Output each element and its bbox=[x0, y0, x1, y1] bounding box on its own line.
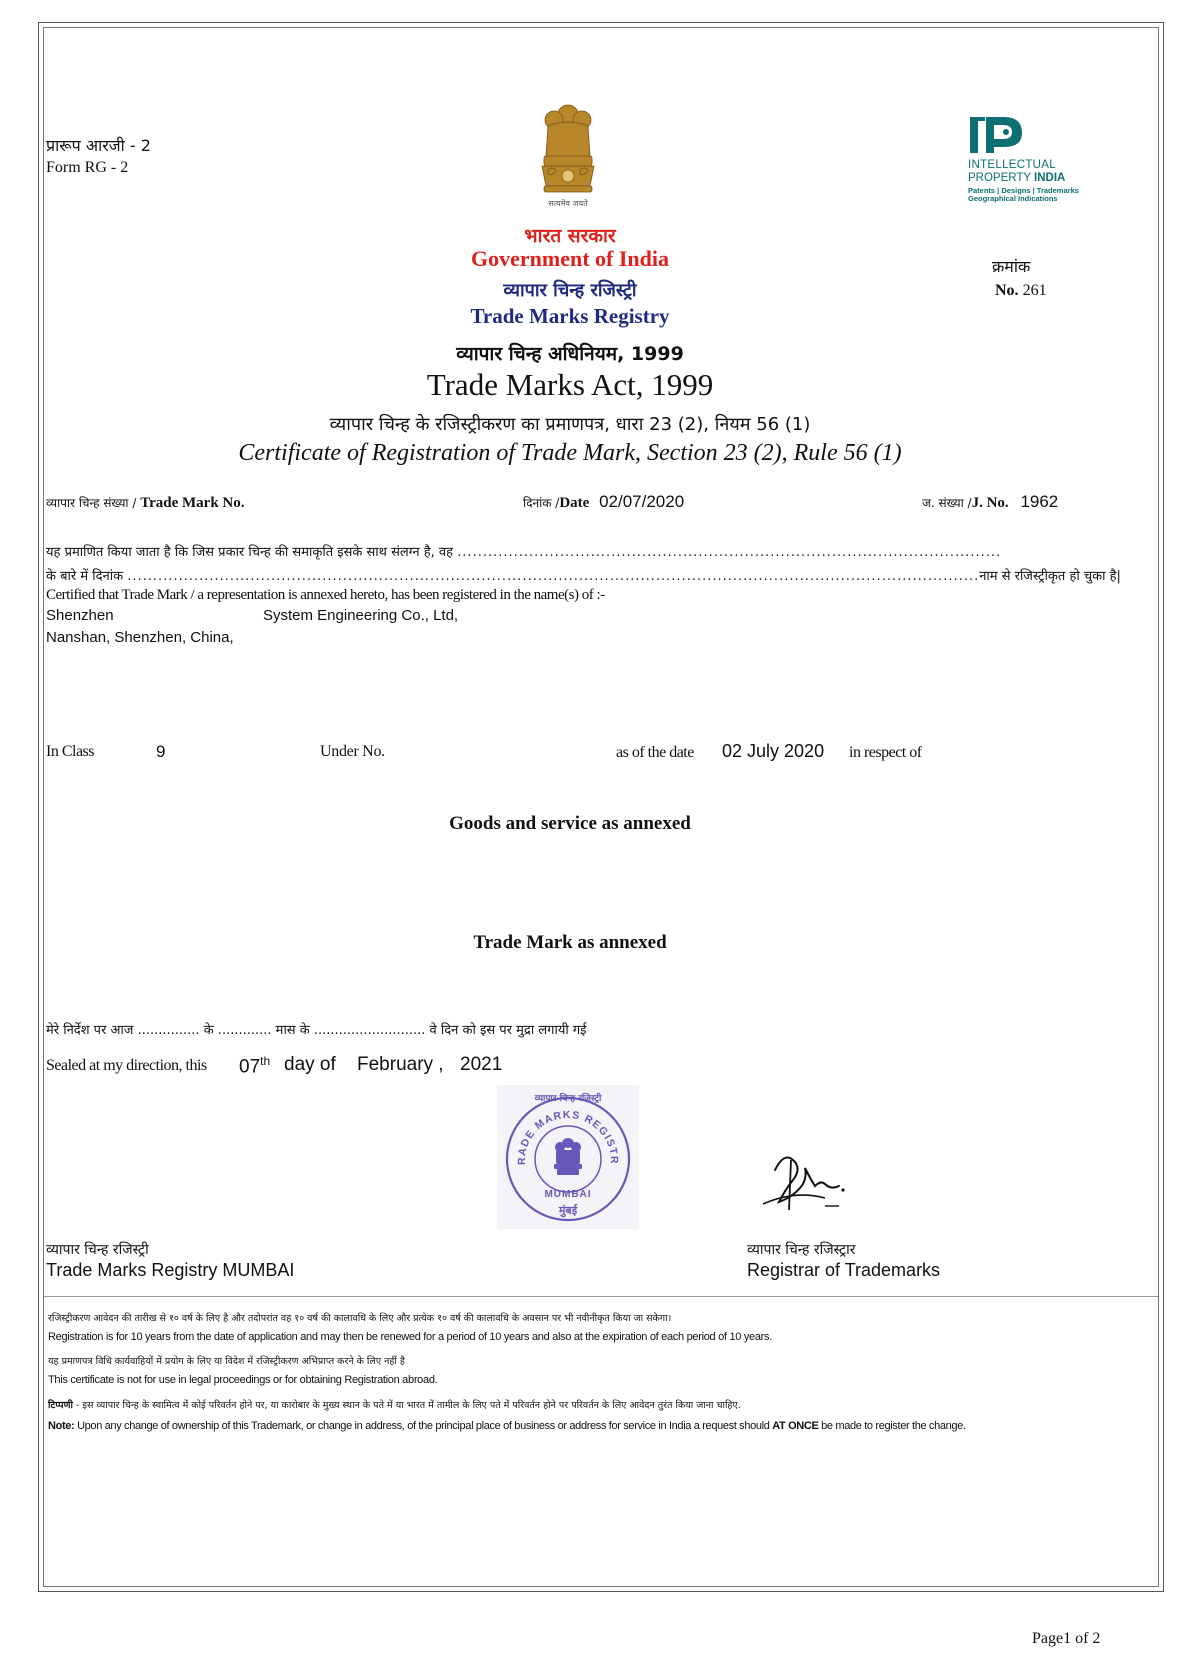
note-legal-use: This certificate is not for use in legal proceedings or for obtaining Registration abroad. bbox=[48, 1374, 438, 1386]
govt-title-hindi: भारत सरकार bbox=[524, 225, 616, 247]
goods-and-services: Goods and service as annexed bbox=[449, 813, 691, 834]
act-title-hindi: व्यापार चिन्ह अधिनियम, 1999 bbox=[456, 343, 684, 365]
notes-divider bbox=[44, 1296, 1158, 1297]
seal-city: MUMBAI bbox=[544, 1189, 592, 1200]
certificate-title-hindi: व्यापार चिन्ह के रजिस्ट्रीकरण का प्रमाणपत्र, धारा 23 (2), नियम 56 (1) bbox=[329, 414, 811, 435]
owner-name-part2: System Engineering Co., Ltd, bbox=[263, 607, 459, 624]
journal-number-label-hindi: ज. संख्या / bbox=[922, 496, 972, 510]
sealed-day-value: 07 bbox=[239, 1056, 261, 1078]
ashoka-lion-capital-icon bbox=[528, 100, 608, 200]
note-change bbox=[48, 1420, 966, 1432]
under-number-label: Under No. bbox=[320, 743, 385, 760]
official-seal bbox=[497, 1085, 639, 1229]
trade-mark-number-label-hindi: व्यापार चिन्ह संख्या / bbox=[46, 496, 141, 510]
date-label: Date bbox=[559, 495, 590, 511]
registered-line-hindi bbox=[46, 566, 1121, 584]
in-respect-of-label: in respect of bbox=[849, 744, 922, 761]
trade-mark-annexed: Trade Mark as annexed bbox=[473, 932, 667, 953]
trade-mark-number-label: Trade Mark No. bbox=[140, 495, 245, 511]
serial-label-hindi: क्रमांक bbox=[992, 257, 1031, 276]
class-value: 9 bbox=[156, 742, 166, 761]
note-renewal: Registration is for 10 years from the date of application and may then be renewed for a period of 10 years and also at the expiration of each period of 10 years. bbox=[48, 1331, 772, 1343]
journal-number-label: J. No. bbox=[971, 495, 1009, 511]
ip-logo-india: INDIA bbox=[1034, 172, 1066, 184]
note-change-hindi bbox=[48, 1398, 741, 1411]
act-title: Trade Marks Act, 1999 bbox=[426, 367, 714, 402]
serial-number bbox=[995, 282, 1047, 300]
seal-city-hindi: मुंबई bbox=[558, 1204, 578, 1217]
registered-text-hindi-a: के बारे में दिनांक bbox=[46, 569, 124, 584]
ip-logo-line3: Patents | Designs | Trademarks bbox=[968, 186, 1079, 195]
serial-value: 261 bbox=[1022, 282, 1047, 299]
note-change-hindi-text: - इस व्यापार चिन्ह के स्वामित्व में कोई परिवर्तन होने पर, या कारोबार के मुख्य स्थान के पते में या भारत में तामील के लिए पते में परिवर्तन होने पर परिवर्तन के लिए आवेदन तुरंत किया जाना चाहिए. bbox=[72, 1400, 741, 1411]
trade-mark-number-field bbox=[46, 494, 245, 512]
certify-text-hindi: यह प्रमाणित किया जाता है कि जिस प्रकार चिन्ह की समाकृति इसके साथ संलग्न है, वह bbox=[46, 545, 454, 560]
page-number: Page1 of 2 bbox=[1032, 1630, 1101, 1647]
note-change-label: Note: bbox=[48, 1420, 75, 1432]
form-number-hindi: प्रारूप आरजी - 2 bbox=[46, 136, 151, 155]
as-of-date-value: 02 July 2020 bbox=[722, 741, 825, 761]
sealed-year: 2021 bbox=[460, 1054, 503, 1075]
certificate-title: Certificate of Registration of Trade Mark, Section 23 (2), Rule 56 (1) bbox=[238, 440, 902, 466]
date-value: 02/07/2020 bbox=[599, 492, 685, 511]
national-emblem bbox=[528, 100, 608, 212]
ip-logo-line1: INTELLECTUAL bbox=[968, 159, 1056, 171]
certified-statement: Certified that Trade Mark / a representation is annexed hereto, has been registered in the name(s) of :- bbox=[46, 587, 605, 603]
note-change-hindi-label: टिप्पणी bbox=[48, 1400, 73, 1411]
signature-icon bbox=[755, 1140, 855, 1220]
registry-title-hindi: व्यापार चिन्ह रजिस्ट्री bbox=[503, 280, 637, 301]
registrar-title: Registrar of Trademarks bbox=[747, 1260, 941, 1280]
registrar-title-hindi: व्यापार चिन्ह रजिस्ट्रार bbox=[747, 1242, 856, 1258]
ip-logo-property: PROPERTY bbox=[968, 172, 1035, 184]
sealed-day-of: day of bbox=[284, 1054, 336, 1075]
form-number: Form RG - 2 bbox=[46, 159, 129, 176]
sealed-day-suffix: th bbox=[260, 1054, 271, 1068]
date-label-hindi: दिनांक / bbox=[523, 496, 560, 510]
note-renewal-hindi: रजिस्ट्रीकरण आवेदन की तारीख से १० वर्ष के लिए है और तदोपरांत वह १० वर्ष की कालावधि के लिए और प्रत्येक १० वर्ष की कालावधि के अवसान पर भी नवीनीकृत किया जा सकेगा। bbox=[48, 1313, 672, 1324]
sealed-day bbox=[239, 1054, 270, 1078]
govt-title: Government of India bbox=[471, 246, 669, 271]
seal-top-hindi: व्यापार चिन्ह रजिस्ट्री bbox=[534, 1094, 602, 1104]
registered-blank: ...................................................................................................................................................................... bbox=[127, 569, 980, 584]
registrar-signature bbox=[755, 1140, 855, 1220]
owner-address: Nanshan, Shenzhen, China, bbox=[46, 629, 234, 646]
ip-india-logo-mark-icon bbox=[968, 113, 1030, 157]
sealed-line-hindi: मेरे निर्देश पर आज ............... के ............. मास के ........................... वे दिन को इस पर मुद्रा लगायी गई bbox=[46, 1023, 587, 1038]
date-field bbox=[523, 492, 684, 512]
sealed-label: Sealed at my direction, this bbox=[46, 1057, 207, 1074]
journal-number-field bbox=[922, 492, 1058, 512]
registered-text-hindi-b: नाम से रजिस्ट्रीकृत हो चुका है| bbox=[979, 569, 1121, 584]
registry-office: Trade Marks Registry MUMBAI bbox=[46, 1260, 295, 1280]
note-change-text-b: be made to register the change. bbox=[818, 1420, 966, 1432]
certify-blank: .......................................................................................................... bbox=[457, 545, 1002, 560]
sealed-month: February , bbox=[357, 1054, 444, 1075]
certify-line-hindi bbox=[46, 542, 1001, 560]
registry-title: Trade Marks Registry bbox=[470, 304, 670, 328]
owner-name-part1: Shenzhen bbox=[46, 607, 114, 624]
seal-ring-text: RADE MARKS REGISTR bbox=[515, 1108, 621, 1165]
serial-label: No. bbox=[995, 282, 1019, 299]
ip-logo-line2 bbox=[968, 172, 1065, 184]
note-legal-use-hindi: यह प्रमाणपत्र विधि कार्यवाहियों में प्रयोग के लिए या विदेश में रजिस्ट्रीकरण अभिप्राप्त करने के लिए नहीं है bbox=[48, 1356, 405, 1367]
registry-office-hindi: व्यापार चिन्ह रजिस्ट्री bbox=[46, 1242, 149, 1258]
journal-number-value: 1962 bbox=[1020, 492, 1059, 511]
ip-india-logo bbox=[968, 113, 1088, 205]
emblem-motto: सत्यमेव जयते bbox=[548, 199, 588, 208]
note-change-emphasis: AT ONCE bbox=[772, 1420, 819, 1432]
ip-logo-line4: Geographical Indications bbox=[968, 194, 1058, 203]
as-of-date-label: as of the date bbox=[616, 744, 694, 761]
class-label: In Class bbox=[46, 743, 94, 760]
note-change-text-a: Upon any change of ownership of this Trademark, or change in address, of the principal place of business or address for service in India a request should bbox=[74, 1420, 773, 1432]
